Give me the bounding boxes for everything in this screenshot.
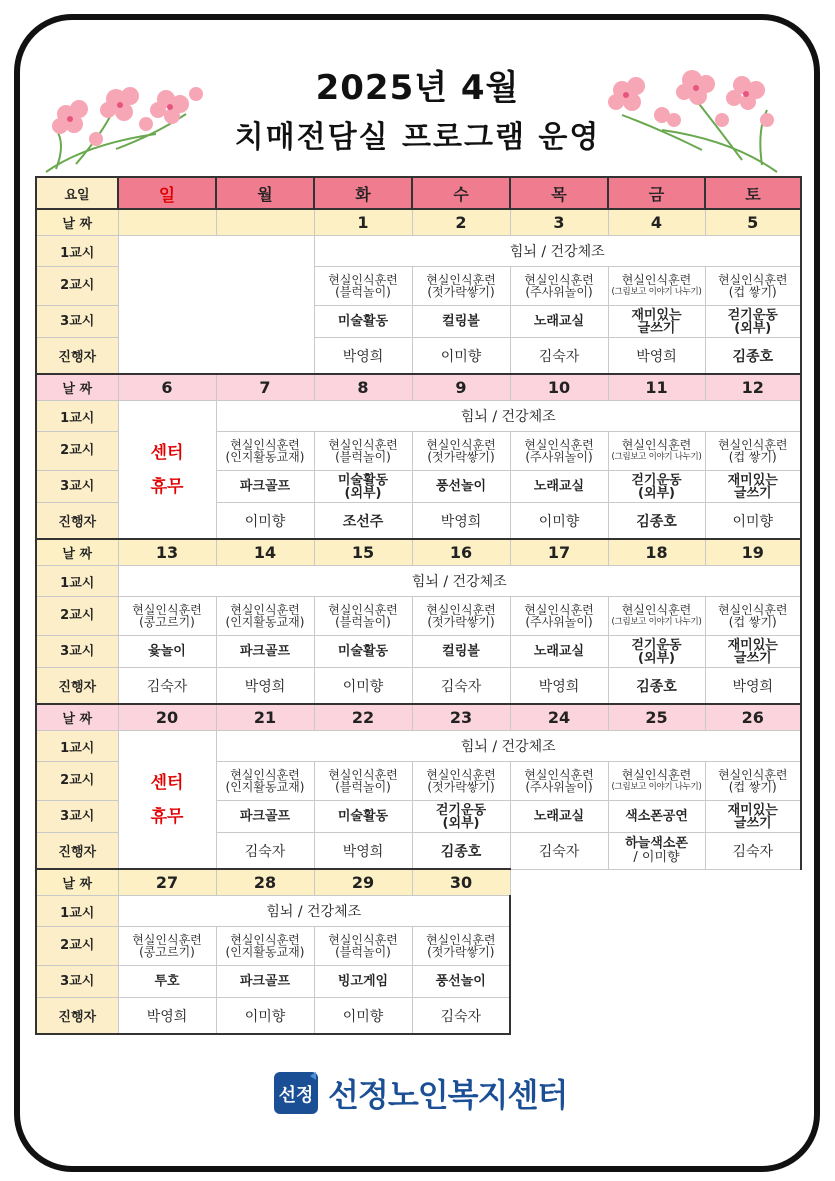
cell-line: 걷기운동 [727,307,778,323]
cell-session3 [412,801,510,833]
session2-row [36,597,801,636]
page-subtitle: 치매전담실 프로그램 운영 [234,120,601,155]
cell-session3 [118,966,216,998]
cell-session2 [216,432,314,471]
date-monday: 14 [216,539,314,566]
cell-host: 김숙자 [412,668,510,705]
activity-detail: (젓가락쌓기) [427,615,495,629]
activity-detail: (블럭놀이) [335,945,391,959]
cell-line: 파크골프 [239,974,291,989]
empty-cell [510,966,608,998]
cell-session2 [314,432,412,471]
cell-line: 미술활동 [337,472,389,488]
row-label-p3: 3교시 [36,471,118,503]
cell-host: 김숙자 [216,833,314,870]
cell-host: 이미향 [314,668,412,705]
weekday-label: 요일 [36,177,118,209]
cell-line: / 이미향 [633,849,680,865]
cell-session3 [510,471,608,503]
empty-cell [510,869,608,896]
cell-line: 윷놀이 [148,644,186,659]
activity-title: 현실인식훈련 [524,273,594,287]
header-row [36,177,801,209]
date-thursday: 3 [510,209,608,236]
cell-session2 [314,597,412,636]
cell-host: 박영희 [608,338,705,375]
logo-mark-text: 선정 [278,1085,314,1106]
activity-detail: (젓가락쌓기) [427,945,495,959]
date-tuesday: 22 [314,704,412,731]
row-label-host: 진행자 [36,503,118,540]
cell-session3 [705,306,801,338]
cell-session2 [608,597,705,636]
schedule-table [35,176,802,1035]
cell-line: 재미있는 [727,637,778,653]
date-sunday [118,209,216,236]
cell-line: 미술활동 [337,314,389,329]
row-label-date: 날 짜 [36,209,118,236]
date-row [36,209,801,236]
center-name: 선정노인복지센터 [328,1076,568,1114]
cell-session3 [705,636,801,668]
cell-line: 컬링볼 [442,314,480,329]
row-label-date: 날 짜 [36,869,118,896]
empty-cell [608,998,705,1035]
cell-host: 김종호 [608,503,705,540]
date-wednesday: 23 [412,704,510,731]
row-label-p2: 2교시 [36,267,118,306]
cell-host: 박영희 [314,833,412,870]
cell-line: 노래교실 [533,479,585,494]
session1-common: 힘뇌 / 건강체조 [118,566,801,597]
cell-line: 재미있는 [631,307,682,323]
cell-line: (외부) [344,485,382,501]
empty-cell [705,966,801,998]
cell-session2 [216,597,314,636]
cell-host: 조선주 [314,503,412,540]
date-saturday: 26 [705,704,801,731]
cell-host: 김숙자 [412,998,510,1035]
session1-row [36,731,801,762]
activity-title: 현실인식훈련 [230,933,300,947]
cell-session3 [412,306,510,338]
row-label-p3: 3교시 [36,801,118,833]
activity-title: 현실인식훈련 [328,933,398,947]
empty-cell [510,927,608,966]
row-label-host: 진행자 [36,998,118,1035]
activity-title: 현실인식훈련 [717,768,788,782]
empty-cell [705,869,801,896]
activity-title: 현실인식훈련 [426,273,496,287]
activity-title: 현실인식훈련 [328,273,398,287]
cell-session2 [412,267,510,306]
cell-session3 [216,801,314,833]
cell-line: 빙고게임 [337,974,389,989]
cell-line: 노래교실 [533,809,585,824]
activity-title: 현실인식훈련 [132,603,202,617]
closed-cell [118,401,216,540]
day-tuesday: 화 [314,177,412,209]
cell-session2 [608,267,705,306]
date-row [36,704,801,731]
cell-line: 컬링볼 [442,644,480,659]
row-label-p3: 3교시 [36,636,118,668]
closed-cell [118,731,216,870]
cell-line: 노래교실 [533,314,585,329]
cell-line: 풍선놀이 [435,974,486,989]
cell-session2 [510,432,608,471]
activity-title: 현실인식훈련 [132,933,202,947]
activity-title: 현실인식훈련 [621,768,692,782]
cell-session3 [314,966,412,998]
cell-line: 글쓰기 [733,815,772,831]
day-thursday: 목 [510,177,608,209]
activity-title: 현실인식훈련 [230,438,300,452]
empty-cell [608,966,705,998]
cell-line: (외부) [638,485,675,501]
activity-title: 현실인식훈련 [426,603,496,617]
cell-line: 하늘색소폰 [625,835,688,851]
cell-host: 박영희 [314,338,412,375]
cell-host: 이미향 [510,503,608,540]
activity-detail: (콩고르기) [139,945,195,959]
row-label-p3: 3교시 [36,306,118,338]
activity-detail: (블럭놀이) [335,615,391,629]
cell-host: 김숙자 [118,668,216,705]
date-sunday: 13 [118,539,216,566]
cell-session3 [314,801,412,833]
cell-session2 [314,762,412,801]
row-label-p2: 2교시 [36,432,118,471]
date-thursday: 17 [510,539,608,566]
cell-session2 [216,927,314,966]
activity-title: 현실인식훈련 [621,273,692,287]
cell-line: 색소폰공연 [625,809,688,824]
row-label-p1: 1교시 [36,896,118,927]
session3-row [36,966,801,998]
cell-session3 [216,471,314,503]
activity-detail: (컵 쌓기) [728,285,777,299]
cell-host: 박영희 [216,668,314,705]
date-tuesday: 29 [314,869,412,896]
row-label-host: 진행자 [36,833,118,870]
date-sunday: 6 [118,374,216,401]
host-row [36,668,801,705]
activity-title: 현실인식훈련 [230,603,300,617]
activity-detail: (인지활동교재) [225,780,305,794]
date-row [36,869,801,896]
cell-host: 박영희 [118,998,216,1035]
session1-common: 힘뇌 / 건강체조 [216,401,801,432]
activity-detail: (블럭놀이) [335,285,391,299]
cell-host: 박영희 [510,668,608,705]
cell-session2 [608,762,705,801]
page-title: 2025년 4월 [315,68,520,108]
row-label-date: 날 짜 [36,539,118,566]
cell-line: (외부) [638,650,675,666]
date-monday: 21 [216,704,314,731]
cell-line: 미술활동 [337,644,389,659]
activity-title: 현실인식훈련 [717,438,788,452]
cell-line: 걷기운동 [631,637,682,653]
date-monday: 7 [216,374,314,401]
cell-session3 [412,636,510,668]
cell-session3 [608,636,705,668]
cell-session2 [412,432,510,471]
date-tuesday: 1 [314,209,412,236]
date-friday: 25 [608,704,705,731]
session1-common: 힘뇌 / 건강체조 [216,731,801,762]
cell-line: 글쓰기 [733,485,772,501]
cell-line: 글쓰기 [637,320,676,336]
cell-line: 걷기운동 [435,802,487,818]
day-saturday: 토 [705,177,801,209]
session1-common: 힘뇌 / 건강체조 [118,896,510,927]
cell-line: 파크골프 [239,479,291,494]
date-thursday: 10 [510,374,608,401]
session1-common: 힘뇌 / 건강체조 [314,236,801,267]
cell-line: (외부) [734,320,772,336]
activity-detail: (콩고르기) [139,615,195,629]
cell-host: 김숙자 [510,338,608,375]
cell-host: 김종호 [412,833,510,870]
cell-session2 [510,597,608,636]
date-friday: 4 [608,209,705,236]
cell-session2 [412,597,510,636]
cell-host: 이미향 [412,338,510,375]
cell-session2 [510,267,608,306]
activity-title: 현실인식훈련 [230,768,300,782]
activity-detail: (젓가락쌓기) [427,450,495,464]
cell-session2 [314,927,412,966]
row-label-p1: 1교시 [36,401,118,432]
cell-session3 [510,636,608,668]
cell-line: 재미있는 [727,802,778,818]
cell-host: 이미향 [314,998,412,1035]
cell-host: 박영희 [705,668,801,705]
empty-cell [510,896,608,927]
activity-detail: (주사위놀이) [525,285,593,299]
empty-cell [705,927,801,966]
date-tuesday: 8 [314,374,412,401]
activity-detail: (인지활동교재) [225,450,305,464]
day-friday: 금 [608,177,705,209]
row-label-p2: 2교시 [36,927,118,966]
activity-detail: (주사위놀이) [525,615,593,629]
cell-host: 김종호 [705,338,801,375]
row-label-host: 진행자 [36,338,118,375]
activity-title: 현실인식훈련 [328,438,398,452]
activity-title: 현실인식훈련 [524,438,594,452]
row-label-date: 날 짜 [36,704,118,731]
cell-line: 파크골프 [239,644,291,659]
cell-session2 [608,432,705,471]
cell-session3 [510,801,608,833]
date-saturday: 12 [705,374,801,401]
activity-detail: (컵 쌓기) [728,780,777,794]
cell-host [608,833,705,870]
cell-session3 [608,306,705,338]
cell-session3 [216,966,314,998]
cell-host: 김숙자 [705,833,801,870]
cell-line: 풍선놀이 [435,479,487,494]
cell-session2 [412,927,510,966]
session1-row [36,236,801,267]
center-logo-icon [272,1068,322,1118]
cell-host: 김종호 [608,668,705,705]
cell-session3 [705,471,801,503]
empty-cell [608,896,705,927]
activity-detail: (인지활동교재) [225,615,305,629]
activity-title: 현실인식훈련 [328,768,398,782]
cell-line: 걷기운동 [631,472,682,488]
activity-title: 현실인식훈련 [426,768,496,782]
cell-session2 [216,762,314,801]
closed-label: 센터 [150,772,184,793]
empty-cell [705,896,801,927]
activity-detail: (블럭놀이) [335,450,391,464]
cell-line: (외부) [442,815,480,831]
date-wednesday: 2 [412,209,510,236]
row-label-p1: 1교시 [36,731,118,762]
activity-detail: (젓가락쌓기) [427,285,495,299]
date-friday: 18 [608,539,705,566]
date-saturday: 5 [705,209,801,236]
date-monday [216,209,314,236]
date-monday: 28 [216,869,314,896]
cell-session3 [608,471,705,503]
activity-title: 현실인식훈련 [621,438,692,452]
cell-host: 김숙자 [510,833,608,870]
cell-session3 [608,801,705,833]
closed-label: 휴무 [150,476,184,497]
cell-session3 [510,306,608,338]
empty-cell [510,998,608,1035]
cell-session3 [118,636,216,668]
session1-row [36,896,801,927]
closed-label: 휴무 [150,806,184,827]
empty-cell [608,869,705,896]
row-label-host: 진행자 [36,668,118,705]
cell-session3 [412,471,510,503]
cell-line: 미술활동 [337,809,389,824]
cell-session2 [705,597,801,636]
day-sunday: 일 [118,177,216,209]
closed-label: 센터 [150,442,184,463]
activity-title: 현실인식훈련 [425,933,496,947]
day-monday: 월 [216,177,314,209]
cell-session2 [412,762,510,801]
activity-detail: (컵 쌓기) [728,450,777,464]
activity-detail: (주사위놀이) [525,780,593,794]
cell-line: 파크골프 [239,809,291,824]
session2-row [36,927,801,966]
day-wednesday: 수 [412,177,510,209]
cell-session3 [314,636,412,668]
row-label-p3: 3교시 [36,966,118,998]
activity-title: 현실인식훈련 [717,273,788,287]
row-label-p1: 1교시 [36,566,118,597]
session1-row [36,401,801,432]
row-label-p2: 2교시 [36,597,118,636]
date-row [36,374,801,401]
cell-line: 노래교실 [533,644,585,659]
activity-title: 현실인식훈련 [426,438,496,452]
date-sunday: 27 [118,869,216,896]
host-row [36,998,801,1035]
row-label-p1: 1교시 [36,236,118,267]
cell-session2 [510,762,608,801]
cell-session3 [412,966,510,998]
row-label-p2: 2교시 [36,762,118,801]
cell-session2 [118,927,216,966]
activity-detail: (인지활동교재) [225,945,305,959]
activity-detail: (그림보고 이야기 나누기) [611,782,702,792]
cell-line: 투호 [154,974,180,989]
date-row [36,539,801,566]
activity-detail: (그림보고 이야기 나누기) [611,617,702,627]
empty-cell [608,927,705,966]
center-logo [272,1068,567,1118]
cell-line: 글쓰기 [733,650,772,666]
cell-session3 [705,801,801,833]
date-wednesday: 16 [412,539,510,566]
activity-detail: (젓가락쌓기) [427,780,495,794]
cell-host: 박영희 [412,503,510,540]
empty-cell [705,998,801,1035]
cell-host: 이미향 [216,998,314,1035]
activity-title: 현실인식훈련 [717,603,788,617]
cell-session2 [705,432,801,471]
cell-session3 [216,636,314,668]
row-label-date: 날 짜 [36,374,118,401]
activity-title: 현실인식훈련 [621,603,692,617]
activity-detail: (블럭놀이) [335,780,391,794]
activity-detail: (주사위놀이) [525,450,593,464]
activity-detail: (그림보고 이야기 나누기) [611,287,702,297]
blank-cell [118,236,314,375]
activity-title: 현실인식훈련 [328,603,398,617]
activity-detail: (컵 쌓기) [728,615,777,629]
cell-session3 [314,306,412,338]
date-wednesday: 9 [412,374,510,401]
cell-line: 재미있는 [727,472,778,488]
session1-row [36,566,801,597]
activity-detail: (그림보고 이야기 나누기) [611,452,702,462]
session3-row [36,636,801,668]
cell-session2 [118,597,216,636]
date-thursday: 24 [510,704,608,731]
activity-title: 현실인식훈련 [524,768,594,782]
date-sunday: 20 [118,704,216,731]
cell-host: 이미향 [705,503,801,540]
date-wednesday: 30 [412,869,510,896]
date-saturday: 19 [705,539,801,566]
cell-session3 [314,471,412,503]
cell-session2 [705,267,801,306]
cell-session2 [705,762,801,801]
date-friday: 11 [608,374,705,401]
date-tuesday: 15 [314,539,412,566]
cell-host: 이미향 [216,503,314,540]
activity-title: 현실인식훈련 [524,603,594,617]
cell-session2 [314,267,412,306]
